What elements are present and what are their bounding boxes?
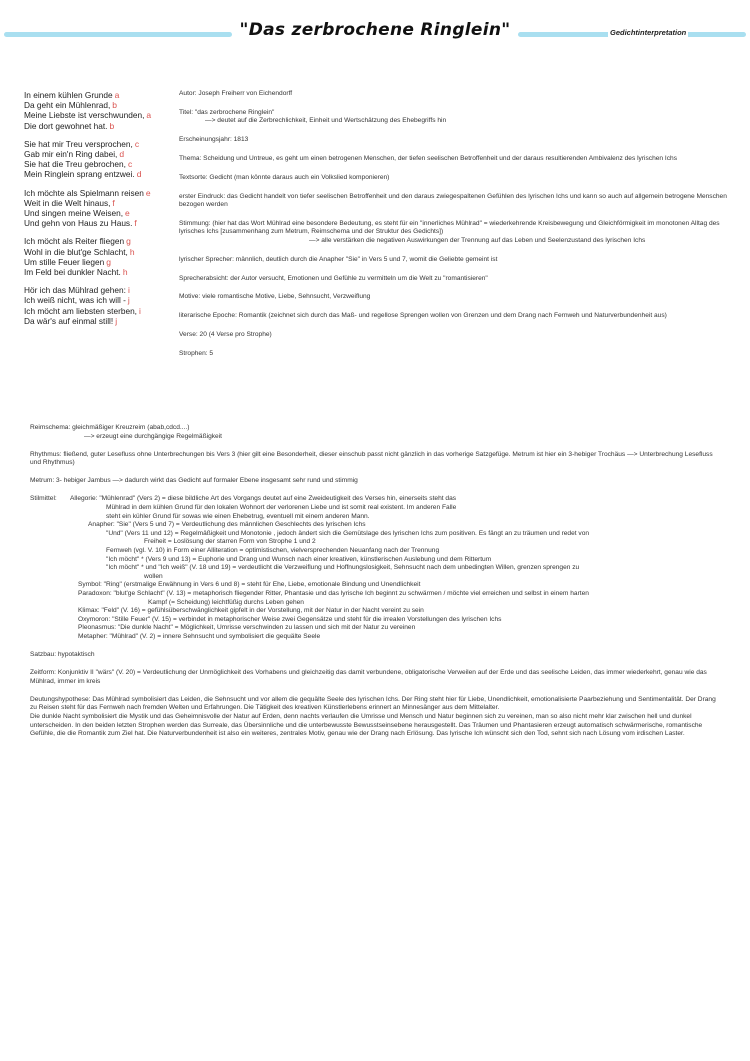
stilmittel-line: Pleonasmus: "Die dunkle Nacht" = Möglichkeit, Umrisse verschwinden zu lassen und sich mit der Natur zu vereinen [78,624,416,632]
poem-line-text: Sie hat die Treu gebrochen, [24,159,126,170]
rhyme-marker: e [125,208,130,219]
poem-line-text: Und gehn von Haus zu Haus. [24,218,133,229]
info-epoche: literarische Epoche: Romantik (zeichnet sich durch das Maß- und regellose Sprengen wollen von Grenzen und dem Drang nach Fernweh und Naturverbundenheit aus) [179,312,667,320]
analysis-metrum: Metrum: 3- hebiger Jambus —> dadurch wirkt das Gedicht auf formaler Ebene insgesamt sehr rund und stimmig [30,477,358,485]
poem-stanza [24,285,174,326]
poem-line [24,121,174,131]
poem-line [24,100,174,110]
stilmittel-label: Stilmittel: [30,495,57,503]
poem-line-text: Die dort gewohnet hat. [24,120,108,131]
info-titel-line: Titel: "das zerbrochene Ringlein" [179,108,275,116]
stilmittel-line: Mühlrad in dem kühlen Grund für den lokalen Wohnort der verlorenen Liebe und ist somit real existent. Im anderen Falle [106,504,457,512]
rhyme-marker: a [114,90,120,100]
rhyme-marker: b [109,120,115,131]
stilmittel-line: "Ich möcht" * (Vers 9 und 13) = Euphorie und Drang und Wunsch nach einer kreativen, künstlerischen Auslebung und dem Rittertum [106,555,492,563]
rhyme-marker: a [146,110,152,121]
analysis-reimschema [30,424,716,441]
analysis-stilmittel [30,495,716,641]
info-jahr: Erscheinungsjahr: 1813 [179,136,249,144]
poem-line [24,285,174,295]
reimschema-note: —> erzeugt eine durchgängige Regelmäßigkeit [84,432,223,440]
info-thema: Thema: Scheidung und Untreue, es geht um einen betrogenen Menschen, der tiefen seelischen Betroffenheit und der daraus resultierenden Ambivalenz des lyrischen Ichs [179,154,678,162]
poem-line-text: Ich weiß nicht, was ich will - [24,295,126,306]
rhyme-marker: j [115,315,118,326]
info-motive: Motive: viele romantische Motive, Liebe, Sehnsucht, Verzweiflung [179,293,371,301]
rhyme-marker: f [112,197,115,208]
analysis-zeitform: Zeitform: Konjunktiv II "wärs" (V. 20) = Verdeutlichung der Unmöglichkeit des Vorhabens und gleichzeitig das damit verbundene, obligatorische Verweilen auf der Erde und das seelische Leiden, das immer wiederkehrt, genau wie das Mühlrad, immer im kreis [30,669,707,685]
poem-line-text: Ich möcht als Reiter fliegen [24,236,125,247]
info-eindruck: erster Eindruck: das Gedicht handelt von tiefer seelischen Betroffenheit und den daraus zwiegespaltenen Gefühlen des lyrischen Ichs und kann so auch auf allgemein betrogene Menschen bezogen werden [179,192,727,209]
poem-line-text: Hör ich das Mühlrad gehen: [24,285,126,296]
stilmittel-line: Fernweh (vgl. V. 10) in Form einer Alliteration = optimistischen, vielversprechenden Neuanfang nach der Trennung [106,547,440,555]
stilmittel-line: Metapher: "Mühlrad" (V. 2) = innere Sehnsucht und symbolisiert die gequälte Seele [78,632,321,640]
rhyme-marker: g [126,236,131,247]
deutung-paragraph-1: Deutungshypothese: Das Mühlrad symbolisiert das Leiden, die Sehnsucht und vor allem die gequälte Seele des lyrischen Ichs. Der Ring steht hier für Liebe, Unendlichkeit, emotionalisierte Paarbeziehung und Sentimentalität. Der Drang zu Reisen steht für das Fernweh nach fremden Welten und Erfahrungen. Die Tätigkeit des kreativen Künstlerlebens erinnert an Minnesänger aus dem Mittelalter. [30,695,716,712]
poem-line-text: Und singen meine Weisen, [24,208,124,219]
info-stimmung-line: Stimmung: (hier hat das Wort Mühlrad eine besondere Bedeutung, es steht für ein "innerliches Mühlrad" = wiederkehrende Kreisbewegung und Gleichförmigkeit im monotonen Alltag des lyrisches Ichs [zusammenhang zum Metrum, Reimschema und der Struktur des Gedichts]) [179,219,720,236]
poem-line [24,295,174,305]
poem-line-text: Ich möcht am liebsten sterben, [24,305,137,316]
rhyme-marker: i [138,305,141,316]
reimschema-line: Reimschema: gleichmäßiger Kreuzreim (abab,cdcd....) [30,424,190,431]
info-sprecher: lyrischer Sprecher: männlich, deutlich durch die Anapher "Sie" in Vers 5 und 7, womit die Geliebte gemeint ist [179,255,498,263]
stilmittel-line: Anapher: "Sie" (Vers 5 und 7) = Verdeutlichung des männlichen Geschlechts des lyrischen Ichs [88,521,366,529]
analysis-rhythmus: Rhythmus: fließend, guter Lesefluss ohne Unterbrechungen bis Vers 3 (hier gilt eine Besonderheit, dieser einschub passt nicht gänzlich in das vorherige Satzgefüge. Metrum ist hier ein 3-hebiger Trochäus —> Unterbrechung Lesefluss und Rhythmus) [30,450,713,467]
poem-line-text: Mein Ringlein sprang entzwei. [24,169,135,180]
rhyme-marker: f [134,218,137,229]
analysis-satzbau: Satzbau: hypotaktisch [30,651,95,659]
poem-line [24,149,174,159]
poem-line [24,169,174,179]
rhyme-marker: j [127,295,130,306]
poem-line [24,306,174,316]
info-textsorte: Textsorte: Gedicht (man könnte daraus auch ein Volkslied komponieren) [179,173,390,181]
poem-line-text: Im Feld bei dunkler Nacht. [24,267,121,278]
stilmittel-line: "Und" (Vers 11 und 12) = Regelmäßigkeit und Monotonie , jedoch ändert sich die Gemütslage des lyrischen Ichs zum positiven. Es fängt an zu träumen und redet von [106,529,590,537]
poem-line-text: In einem kühlen Grunde [24,90,113,100]
stilmittel-line: "Ich möcht" * und "Ich weiß" (V. 18 und 19) = verdeutlicht die Verzweiflung und Hoffnungslosigkeit, Sehnsucht nach dem unbedingten Willen, grenzen sprengen zu [106,564,580,572]
rhyme-marker: d [136,169,142,180]
poem-line [24,267,174,277]
rhyme-marker: d [119,149,125,160]
rhyme-marker: c [127,159,133,170]
poem-line-text: Um stille Feuer liegen [24,256,105,267]
stilmittel-list [70,495,716,641]
info-sprecherabsicht: Sprecherabsicht: der Autor versucht, Emotionen und Gefühle zu vermitteln um die Welt zu "romantisieren" [179,274,488,282]
poem-line-text: Ich möchte als Spielmann reisen [24,187,144,198]
poem-line [24,90,174,100]
rhyme-marker: b [112,100,117,111]
poem-line [24,316,174,326]
analysis-section [30,424,716,739]
stilmittel-line: Allegorie: "Mühlenrad" (Vers 2) = diese bildliche Art des Vorgangs deutet auf eine Zweideutigkeit des Verses hin, einerseits steht das [70,495,457,503]
stilmittel-line: Freiheit = Loslösung der starren Form von Strophe 1 und 2 [144,538,316,546]
document-type-tag: Gedichtinterpretation [610,28,687,37]
deutung-paragraph-2: Die dunkle Nacht symbolisiert die Mystik und das Geheimnisvolle der Natur auf Erden, denn nachts verlaufen die Umrisse und Mensch und Natur beginnen sich zu vereinen, man so also nicht mehr klar zwischen hell und dunkel unterscheiden. In den beiden letzten Strophen werden das Surreale, das Übersinnliche und die unterbewusste Bewusstseinsebene herausgestellt. Das Träumen und Phantasieren erzeugt automatisch schwärmerische, romantische Gefühle, die die Romantik zum Ziel hat. Die Naturverbundenheit ist also ein weiteres, zentrales Motiv, genau wie der Drang nach Erlösung. Das lyrische Ich wünscht sich den Tod, sehnt sich nach Lösung vom irdischen Laster. [30,713,703,738]
stilmittel-line: Klimax: "Feld" (V. 16) = gefühlsüberschwänglichkeit gipfelt in der Vorstellung, mit der Natur in der Nacht vereint zu sein [78,607,424,615]
info-autor: Autor: Joseph Freiherr von Eichendorff [179,90,293,97]
poem-line [24,247,174,257]
poem-line-text: Da geht ein Mühlenrad, [24,100,111,111]
rhyme-marker: e [145,187,151,198]
poem-line-text: Gab mir ein'n Ring dabei, [24,149,118,160]
rhyme-marker: i [127,285,130,296]
stilmittel-line: wollen [144,572,163,580]
info-stimmung [179,220,727,246]
info-verse: Verse: 20 (4 Verse pro Strophe) [179,330,272,338]
poem-line-text: Weit in die Welt hinaus, [24,197,111,208]
rhyme-marker: h [122,267,128,278]
rhyme-marker: h [129,246,135,257]
rhyme-marker: c [134,138,140,149]
poem-line [24,257,174,267]
poem-line-text: Meine Liebste ist verschwunden, [24,110,145,121]
info-titel [179,109,727,126]
info-titel-note: —> deutet auf die Zerbrechlichkeit, Einheit und Wertschätzung des Ehebegriffs hin [205,117,447,125]
stilmittel-line: Symbol: "Ring" (erstmalige Erwähnung in Vers 6 und 8) = steht für Ehe, Liebe, emotionale Bindung und Unendlichkeit [78,581,421,589]
stilmittel-line: Oxymoron: "Stille Feuer" (V. 15) = verbindet in metaphorischer Weise zwei Gegensätze und steht für die irrealen Vorstellungen des lyrischen Ichs [78,615,502,623]
info-stimmung-note: —> alle verstärken die negativen Auswirkungen der Trennung auf das Leben und Seelenzustand des lyrischen Ichs [309,237,646,245]
info-strophen: Strophen: 5 [179,349,214,357]
poem-stanza [24,188,174,229]
poem-line-text: Da wär's auf einmal still! [24,315,114,326]
analysis-deutung [30,696,716,739]
poem-line [24,139,174,149]
poem-text [24,90,174,334]
poem-stanza [24,139,174,180]
poem-line [24,110,174,120]
poem-stanza [24,236,174,277]
stilmittel-line: steht ein kühler Grund für sowas wie einen Ehebetrug, eventuell mit einem anderen Mann. [106,512,370,520]
poem-line [24,218,174,228]
info-section [179,90,727,369]
poem-line [24,198,174,208]
header-accent-bar-left [4,32,232,37]
stilmittel-line: Paradoxon: "blut'ge Schlacht" (V. 13) = metaphorisch fliegender Ritter, Phantasie und das lyrische Ich beginnt zu schwärmen / möchte viel erreichen und selbst in einem harten [78,590,589,597]
poem-line [24,208,174,218]
poem-line [24,159,174,169]
poem-line [24,188,174,198]
stilmittel-line: Kampf (= Scheidung) leichtfüßig durchs Leben gehen [148,598,304,606]
poem-line [24,236,174,246]
page-title: "Das zerbrochene Ringlein" [239,20,511,40]
rhyme-marker: g [106,256,111,267]
poem-line-text: Wohl in die blut'ge Schlacht, [24,246,128,257]
poem-stanza [24,90,174,131]
poem-line-text: Sie hat mir Treu versprochen, [24,138,133,149]
